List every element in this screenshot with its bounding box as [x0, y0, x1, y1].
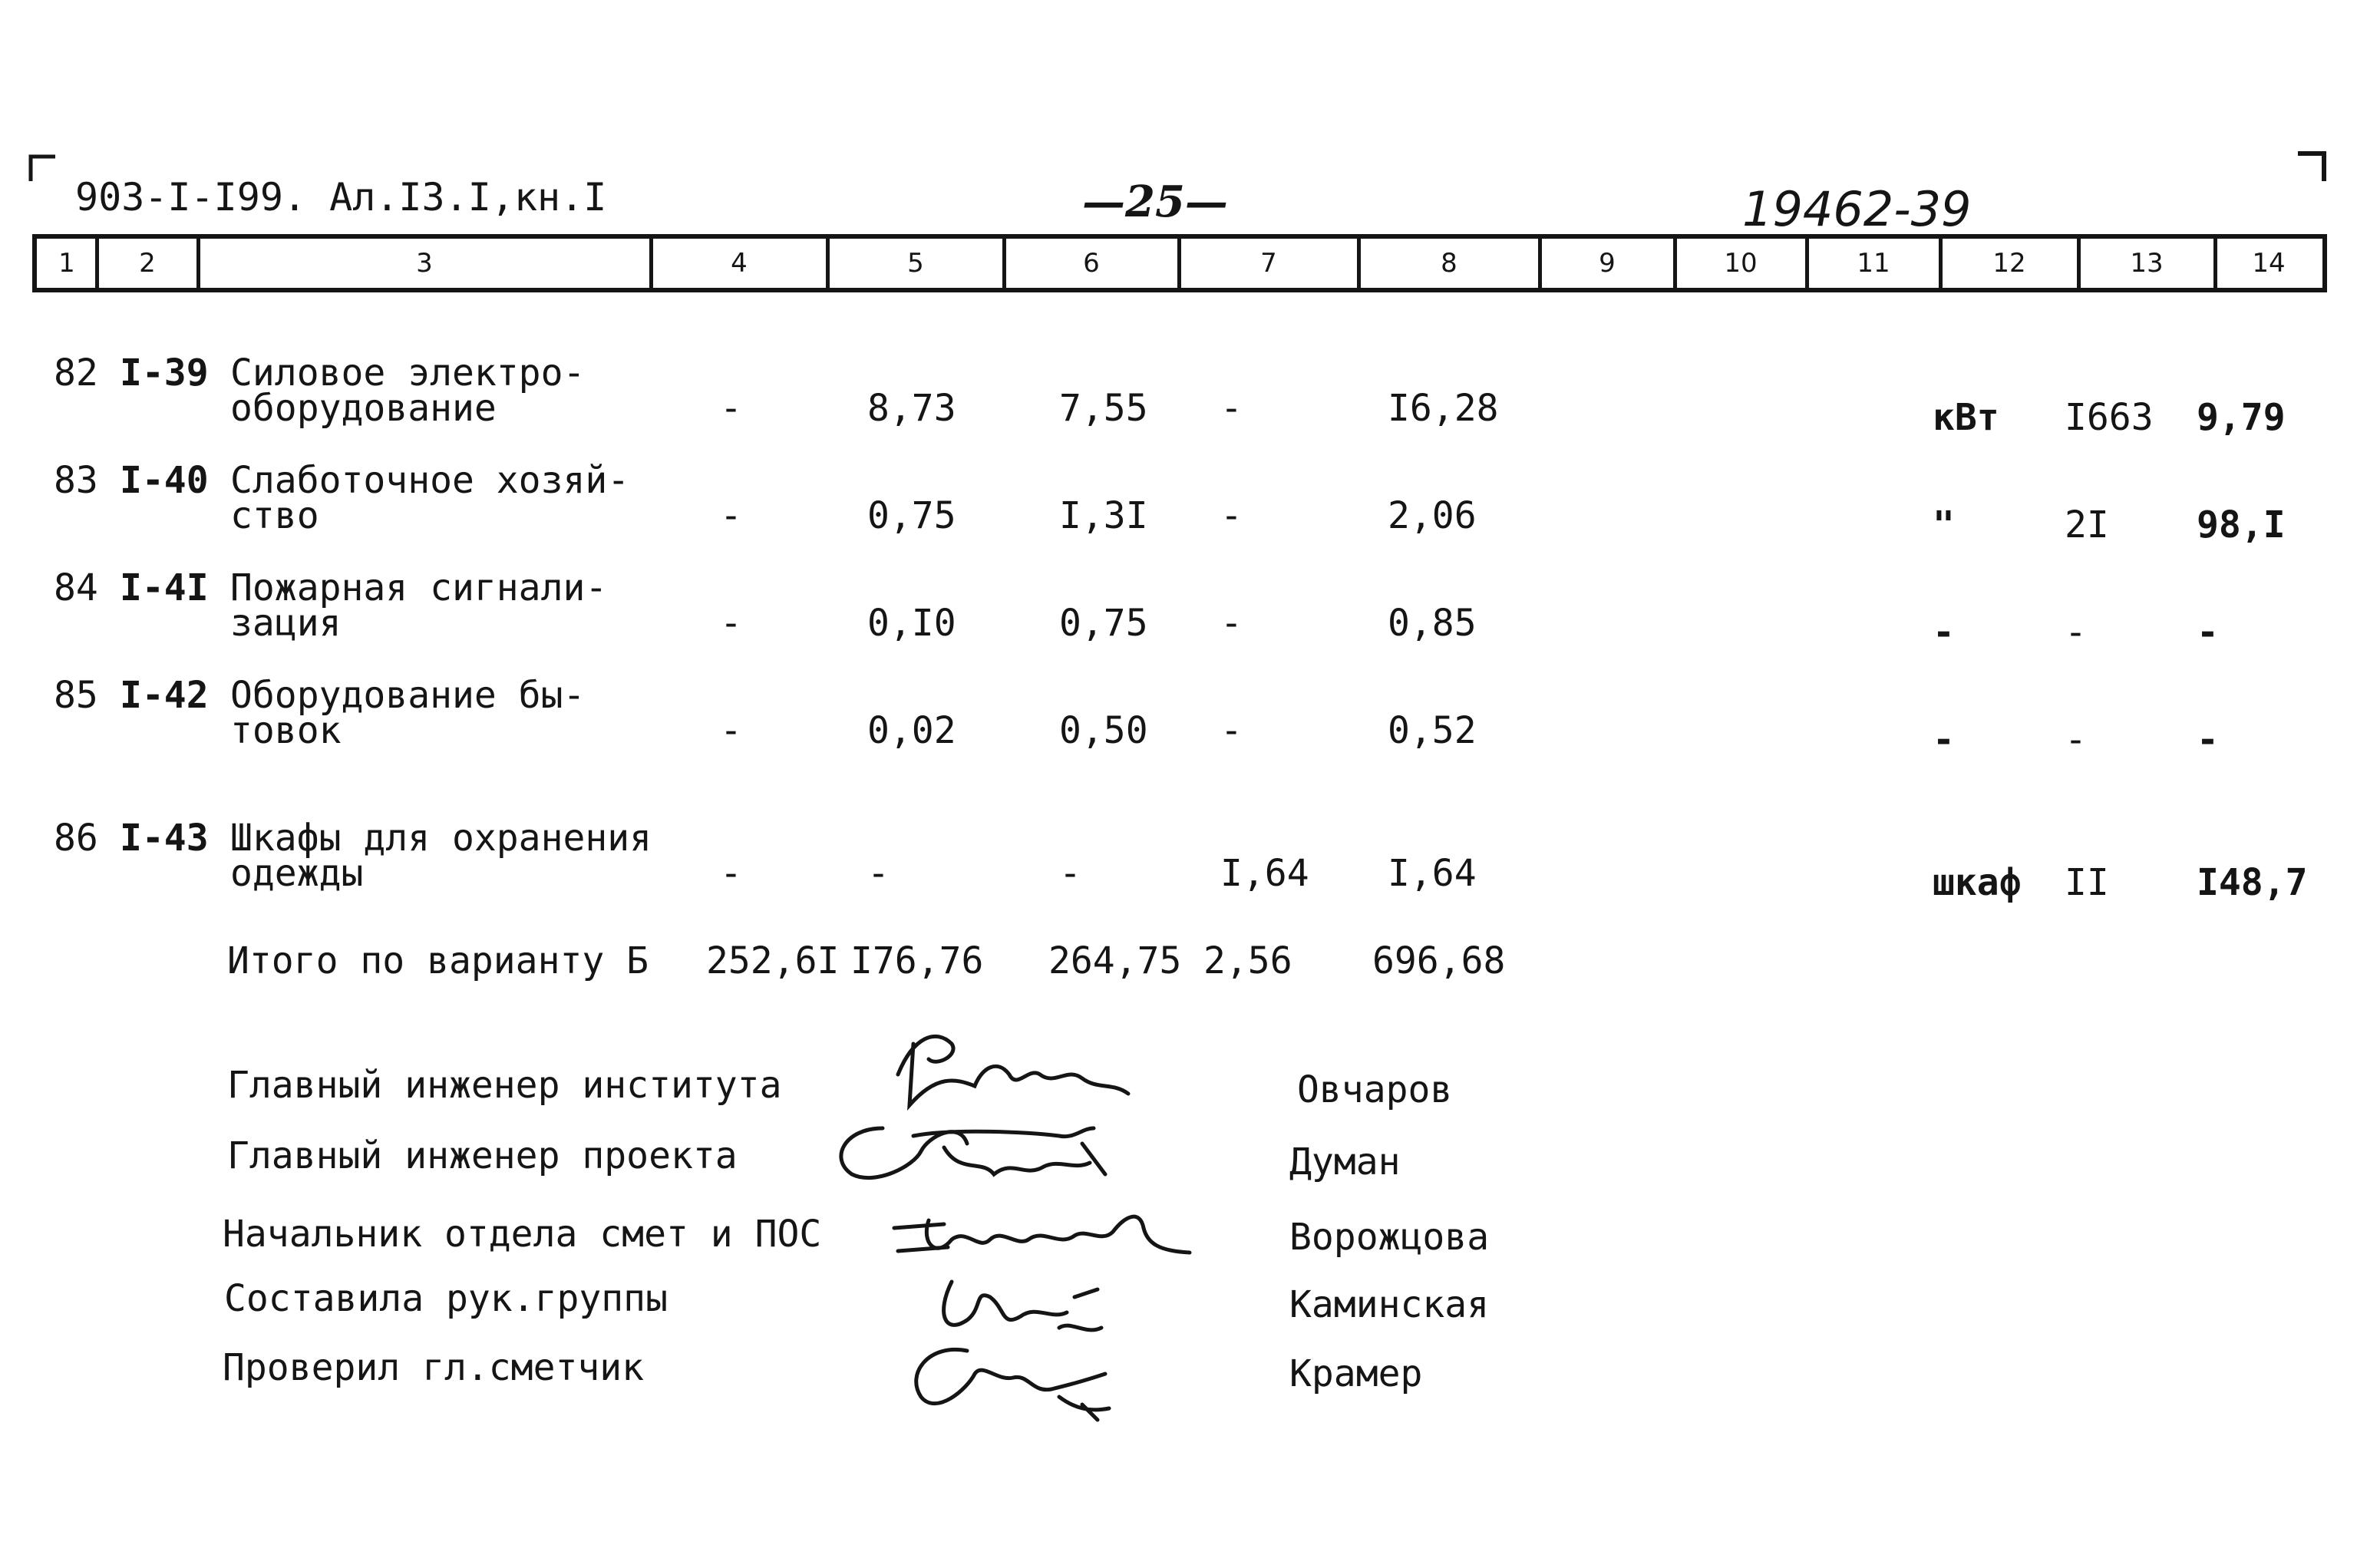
- row-number: 84: [54, 566, 98, 609]
- row-col7: -: [1220, 494, 1243, 537]
- row-col12-unit: ": [1933, 503, 1955, 546]
- row-col13: -: [2065, 611, 2087, 654]
- total-col8: 696,68: [1372, 939, 1506, 982]
- row-name-line2: ство: [230, 494, 319, 537]
- column-divider: [1357, 239, 1361, 288]
- row-number: 86: [54, 817, 98, 860]
- column-divider: [1673, 239, 1677, 288]
- row-col13: 2I: [2065, 503, 2109, 546]
- row-col12-unit: шкаф: [1933, 861, 2022, 904]
- signatory-name: Овчаров: [1297, 1068, 1453, 1111]
- total-col5: I76,76: [850, 939, 984, 982]
- column-divider: [1939, 239, 1943, 288]
- signatory-name: Ворожцова: [1289, 1216, 1490, 1259]
- row-col8: I,64: [1388, 852, 1477, 895]
- row-col5: 8,73: [867, 387, 956, 430]
- row-col4: -: [720, 709, 742, 752]
- row-name-line1: Слаботочное хозяй-: [230, 459, 630, 502]
- column-number-4: 4: [731, 248, 748, 279]
- row-col14: I48,7: [2197, 861, 2308, 904]
- page-number: —25—: [1082, 177, 1228, 227]
- row-col13: II: [2065, 861, 2109, 904]
- row-name-line1: Силовое электро-: [230, 352, 586, 394]
- row-col4: -: [720, 494, 742, 537]
- row-code: I-43: [120, 817, 209, 860]
- row-col14: -: [2197, 718, 2219, 761]
- row-col4: -: [720, 602, 742, 645]
- signature-role: Проверил гл.сметчик: [223, 1346, 645, 1389]
- row-col7: -: [1220, 709, 1243, 752]
- row-name-line1: Пожарная сигнали-: [230, 566, 608, 609]
- column-divider: [2077, 239, 2081, 288]
- row-col13: I663: [2065, 396, 2154, 439]
- row-col8: 0,52: [1388, 709, 1477, 752]
- column-divider: [1805, 239, 1809, 288]
- row-name-line2: одежды: [230, 852, 364, 895]
- row-col14: -: [2197, 611, 2219, 654]
- column-number-strip: [32, 234, 2327, 292]
- total-col4: 252,6I: [706, 939, 840, 982]
- row-code: I-4I: [120, 566, 209, 609]
- row-name-line2: зация: [230, 602, 342, 645]
- row-col12-unit: -: [1933, 718, 1955, 761]
- row-col5: 0,75: [867, 494, 956, 537]
- column-divider: [1002, 239, 1006, 288]
- row-col12-unit: -: [1933, 611, 1955, 654]
- row-col6: 0,75: [1059, 602, 1148, 645]
- row-col6: 0,50: [1059, 709, 1148, 752]
- column-number-7: 7: [1260, 248, 1277, 279]
- row-col8: 0,85: [1388, 602, 1477, 645]
- row-col8: 2,06: [1388, 494, 1477, 537]
- column-number-10: 10: [1724, 248, 1758, 279]
- row-col5: 0,02: [867, 709, 956, 752]
- column-number-2: 2: [139, 248, 156, 279]
- column-number-12: 12: [1992, 248, 2026, 279]
- total-col7: 2,56: [1203, 939, 1292, 982]
- column-number-3: 3: [416, 248, 433, 279]
- row-col14: 9,79: [2197, 396, 2286, 439]
- column-number-8: 8: [1441, 248, 1457, 279]
- row-col6: I,3I: [1059, 494, 1148, 537]
- row-col6: -: [1059, 852, 1081, 895]
- column-number-6: 6: [1083, 248, 1100, 279]
- row-number: 83: [54, 459, 98, 502]
- row-col8: I6,28: [1388, 387, 1499, 430]
- handwritten-signature: [883, 1197, 1205, 1274]
- row-name-line2: товок: [230, 709, 342, 752]
- column-number-1: 1: [58, 248, 75, 279]
- total-col6: 264,75: [1048, 939, 1182, 982]
- row-col7: I,64: [1220, 852, 1309, 895]
- column-divider: [649, 239, 653, 288]
- column-divider: [2213, 239, 2217, 288]
- row-col4: -: [720, 852, 742, 895]
- row-col12-unit: кВт: [1933, 396, 1999, 439]
- column-number-11: 11: [1857, 248, 1890, 279]
- column-divider: [1538, 239, 1542, 288]
- row-col7: -: [1220, 387, 1243, 430]
- handwritten-signature: [898, 1335, 1128, 1428]
- row-col4: -: [720, 387, 742, 430]
- column-divider: [95, 239, 99, 288]
- row-code: I-42: [120, 674, 209, 717]
- row-name-line1: Шкафы для охранения: [230, 817, 652, 860]
- signature-role: Главный инженер проекта: [227, 1134, 738, 1177]
- row-code: I-39: [120, 352, 209, 394]
- row-col6: 7,55: [1059, 387, 1148, 430]
- signature-role: Начальник отдела смет и ПОС: [223, 1213, 822, 1256]
- total-label: Итого по варианту Б: [227, 939, 649, 982]
- corner-mark-top-left: [28, 153, 58, 184]
- row-col13: -: [2065, 718, 2087, 761]
- row-number: 82: [54, 352, 98, 394]
- document-reference: 903-I-I99. Ал.I3.I,кн.I: [75, 175, 607, 220]
- signatory-name: Думан: [1289, 1141, 1401, 1183]
- column-number-5: 5: [907, 248, 924, 279]
- column-divider: [1177, 239, 1181, 288]
- signature-role: Главный инженер института: [227, 1064, 782, 1107]
- corner-mark-top-right: [2295, 150, 2329, 184]
- column-number-13: 13: [2130, 248, 2164, 279]
- registration-number: 19462-39: [1742, 181, 1972, 237]
- handwritten-signature: [829, 1113, 1121, 1205]
- row-col5: 0,I0: [867, 602, 956, 645]
- row-name-line2: оборудование: [230, 387, 497, 430]
- column-number-14: 14: [2252, 248, 2286, 279]
- column-number-9: 9: [1599, 248, 1616, 279]
- column-divider: [196, 239, 200, 288]
- column-divider: [826, 239, 830, 288]
- row-col7: -: [1220, 602, 1243, 645]
- signatory-name: Каминская: [1289, 1283, 1490, 1326]
- row-code: I-40: [120, 459, 209, 502]
- row-name-line1: Оборудование бы-: [230, 674, 586, 717]
- row-col14: 98,I: [2197, 503, 2286, 546]
- row-number: 85: [54, 674, 98, 717]
- signature-role: Составила рук.группы: [224, 1277, 668, 1320]
- handwritten-signature: [883, 1021, 1136, 1121]
- signatory-name: Крамер: [1289, 1352, 1423, 1395]
- row-col5: -: [867, 852, 890, 895]
